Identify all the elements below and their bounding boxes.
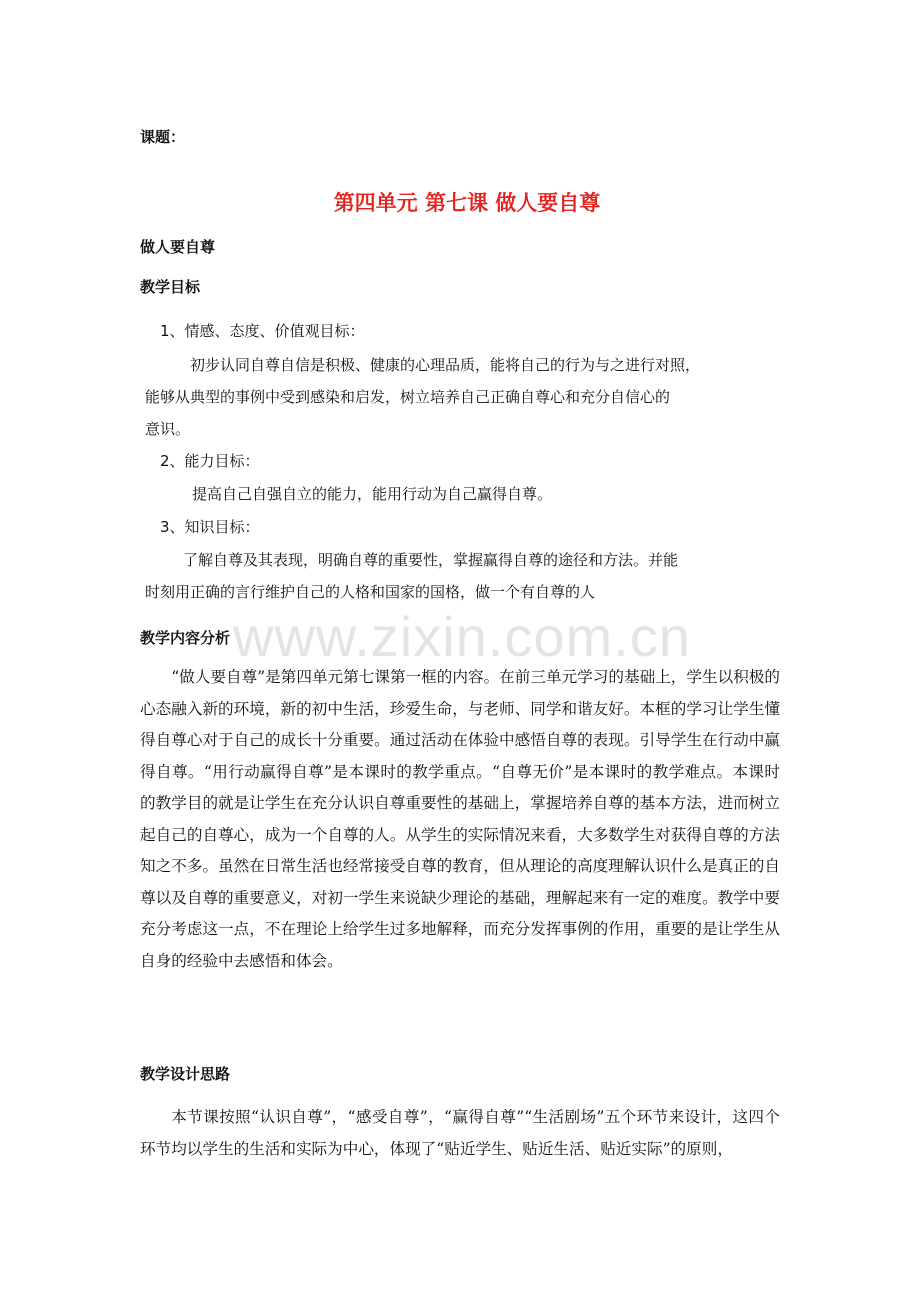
objective-1-line-3: 意识。	[145, 420, 191, 438]
objective-2-line-1: 提高自己自强自立的能力，能用行动为自己赢得自尊。	[192, 485, 553, 503]
objective-3-line-1: 了解自尊及其表现，明确自尊的重要性，掌握赢得自尊的途径和方法。并能	[183, 551, 679, 569]
analysis-heading: 教学内容分析	[140, 629, 231, 647]
objective-1-line-1: 初步认同自尊自信是积极、健康的心理品质，能将自己的行为与之进行对照，	[190, 356, 701, 374]
objectives-heading: 教学目标	[140, 278, 201, 296]
watermark: www.zixin.com.cn	[233, 605, 691, 668]
lesson-title: 第四单元 第七课 做人要自尊	[333, 190, 601, 215]
design-heading: 教学设计思路	[140, 1065, 231, 1083]
objective-2-title: 2、能力目标：	[160, 452, 260, 470]
objective-3-title: 3、知识目标：	[160, 518, 260, 536]
design-paragraph: 本节课按照“认识自尊”，“感受自尊”，“赢得自尊”“生活剧场”五个环节来设计，这四个环节均以学生的生活和实际为中心，体现了“贴近学生、贴近生活、贴近实际”的原则，	[140, 1108, 780, 1158]
lesson-subtitle: 做人要自尊	[140, 238, 216, 256]
objective-1-line-2: 能够从典型的事例中受到感染和启发，树立培养自己正确自尊心和充分自信心的	[145, 388, 671, 406]
objective-1-title: 1、情感、态度、价值观目标：	[160, 322, 365, 340]
analysis-paragraph: “做人要自尊”是第四单元第七课第一框的内容。在前三单元学习的基础上，学生以积极的心态融入新的环境，新的初中生活，珍爱生命，与老师、同学和谐友好。本框的学习让学生懂得自尊心对于自己的成长十分重要。通过活动在体验中感悟自尊的表现。引导学生在行动中赢得自尊。“用行动赢得自尊”是本课时的教学重点。“自尊无价”是本课时的教学难点。本课时的教学目的就是让学生在充分认识自尊重要性的基础上，掌握培养自尊的基本方法，进而树立起自己的自尊心，成为一个自尊的人。从学生的实际情况来看，大多数学生对获得自尊的方法知之不多。虽然在日常生活也经常接受自尊的教育，但从理论的高度理解认识什么是真正的自尊以及自尊的重要意义，对初一学生来说缺少理论的基础，理解起来有一定的难度。教学中要充分考虑这一点，不在理论上给学生过多地解释，而充分发挥事例的作用，重要的是让学生从自身的经验中去感悟和体会。	[140, 668, 780, 970]
objective-3-line-2: 时刻用正确的言行维护自己的人格和国家的国格，做一个有自尊的人	[145, 583, 596, 601]
course-label: 课题：	[140, 128, 186, 146]
